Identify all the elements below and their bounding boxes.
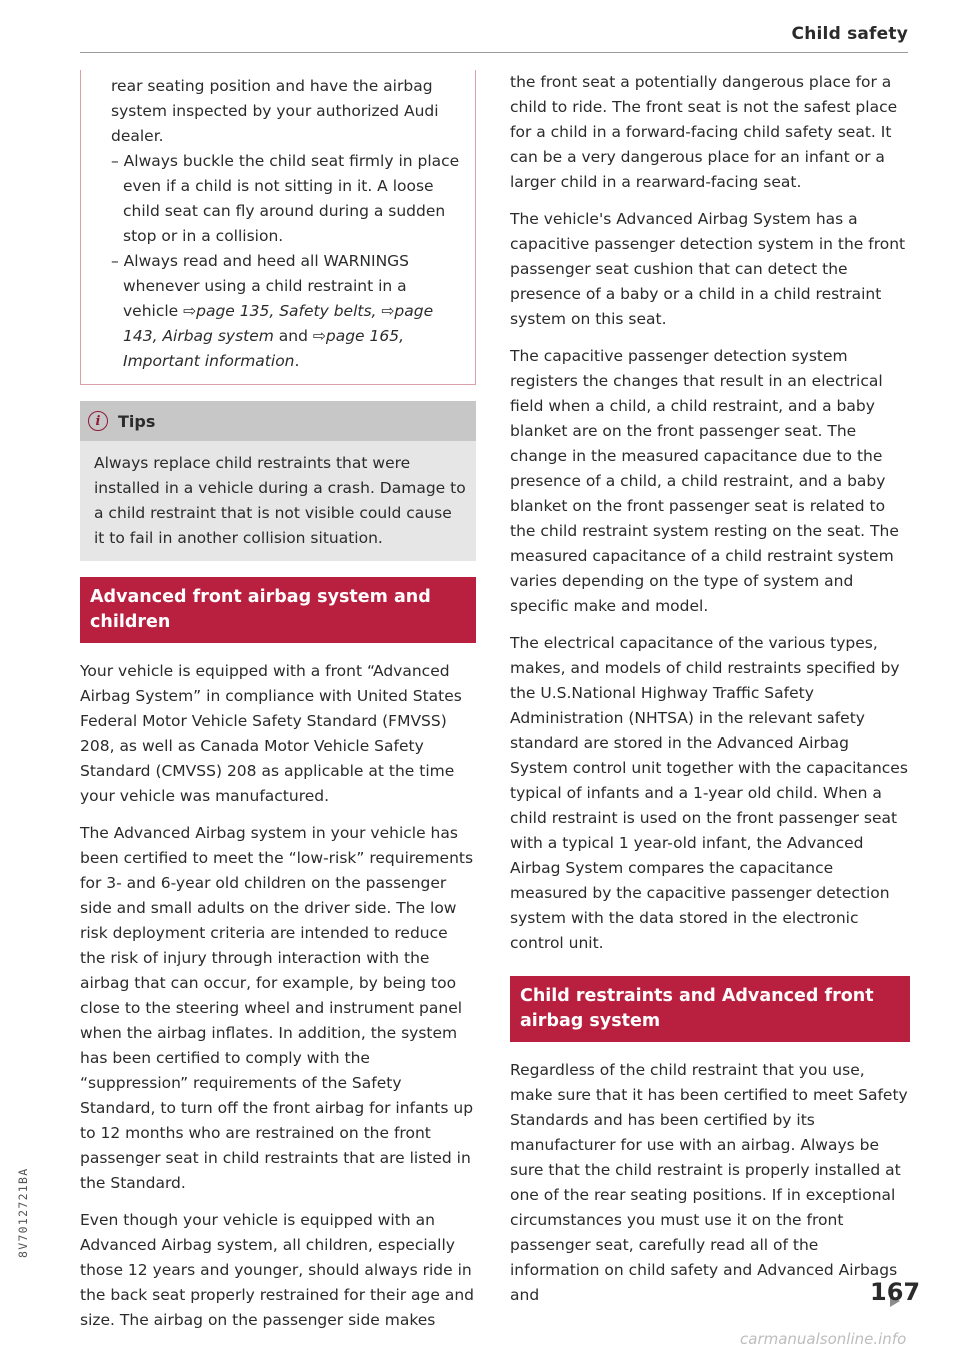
page-reference-link[interactable]: ⇨page 165, Important information	[123, 327, 405, 370]
warning-item	[101, 249, 461, 374]
warning-item-text: – Always read and heed all WARNINGS whenever using a child restraint in a vehicle	[111, 252, 410, 320]
document-code: 8V7012721BA	[16, 1167, 30, 1258]
paragraph: The Advanced Airbag system in your vehicle has been certified to meet the “low-risk” requirements for 3- and 6-year old children on the passenger side and small adults on the driver side. The low risk deployment criteria are intended to reduce the risk of injury through interaction with the airbag that can occur, for example, by being too close to the steering wheel and instrument panel when the airbag inflates. In addition, the system has been certified to comply with the “suppression” requirements of the Safety Standard, to turn off the front airbag for infants up to 12 months who are restrained on the front passenger seat in child restraints that are listed in the Standard.	[80, 824, 474, 1192]
paragraph: the front seat a potentially dangerous place for a child to ride. The front seat is not the safest place for a child in a forward-facing child safety seat. It can be a very dangerous place for an infant or a larger child in a rearward-facing seat.	[510, 73, 898, 191]
page-reference-link[interactable]: ⇨page 143, Airbag system	[123, 302, 434, 345]
paragraph: Regardless of the child restraint that you use, make sure that it has been certified to meet Safety Standards and has been certified by its manufacturer for use with an airbag. Always be sure that the child restraint is properly installed at one of the rear seating positions. If in exceptional circumstances you must use it on the front passenger seat, carefully read all of the information on child safety and Advanced Airbags and	[510, 1061, 908, 1304]
section-heading: Advanced front airbag system and children	[80, 577, 476, 643]
tip-body: Always replace child restraints that were installed in a vehicle during a crash. Damage to a child restraint that is not visible could cause it to fail in another collision situation.	[80, 441, 476, 561]
header-rule	[80, 52, 908, 53]
paragraph: The capacitive passenger detection system registers the changes that result in an electrical field when a child, a child restraint, and a baby blanket are on the front passenger seat. The change in the measured capacitance due to the presence of a child, a child restraint, and a baby blanket on the front passenger seat is related to the child restraint system resting on the seat. The measured capacitance of a child restraint system varies depending on the type of system and specific make and model.	[510, 347, 899, 615]
tip-title: Tips	[118, 411, 156, 431]
paragraph: Even though your vehicle is equipped with an Advanced Airbag system, all children, especially those 12 years and younger, should always ride in the back seat properly restrained for their age and size. The airbag on the passenger side makes	[80, 1211, 475, 1329]
page-number: 167	[870, 1278, 921, 1306]
paragraph: Your vehicle is equipped with a front “Advanced Airbag System” in compliance with United States Federal Motor Vehicle Safety Standard (FMVSS) 208, as well as Canada Motor Vehicle Safety Standard (CMVSS) 208 as applicable at the time your vehicle was manufactured.	[80, 662, 462, 805]
watermark: carmanualsonline.info	[740, 1330, 907, 1348]
warning-lead: rear seating position and have the airbag system inspected by your authorized Audi dealer.	[111, 77, 439, 145]
paragraph: The electrical capacitance of the various types, makes, and models of child restraints specified by the U.S.National Highway Traffic Safety Administration (NHTSA) in the relevant safety standard are stored in the Advanced Airbag System control unit together with the capacitances typical of infants and a 1-year old child. When a child restraint is used on the front passenger seat with a typical 1 year-old infant, the Advanced Airbag System compares the capacitance measured by the capacitive passenger detection system with the data stored in the electronic control unit.	[510, 634, 908, 952]
warning-item: – Always buckle the child seat firmly in place even if a child is not sitting in it. A loose child seat can fly around during a sudden stop or in a collision.	[111, 152, 460, 245]
warning-box	[80, 70, 476, 385]
left-column	[80, 70, 476, 1345]
paragraph: The vehicle's Advanced Airbag System has a capacitive passenger detection system in the front passenger seat cushion that can detect the presence of a baby or a child in a child restraint system on this seat.	[510, 210, 906, 328]
right-column	[510, 70, 910, 1320]
section-heading: Child restraints and Advanced front airbag system	[510, 976, 910, 1042]
info-icon: i	[88, 411, 108, 431]
warning-item-text: .	[294, 352, 300, 370]
warning-item-text: and	[273, 327, 313, 345]
section-header: Child safety	[791, 24, 908, 44]
page-reference-link[interactable]: ⇨page 135, Safety belts,	[183, 302, 382, 320]
tip-header	[80, 401, 476, 441]
